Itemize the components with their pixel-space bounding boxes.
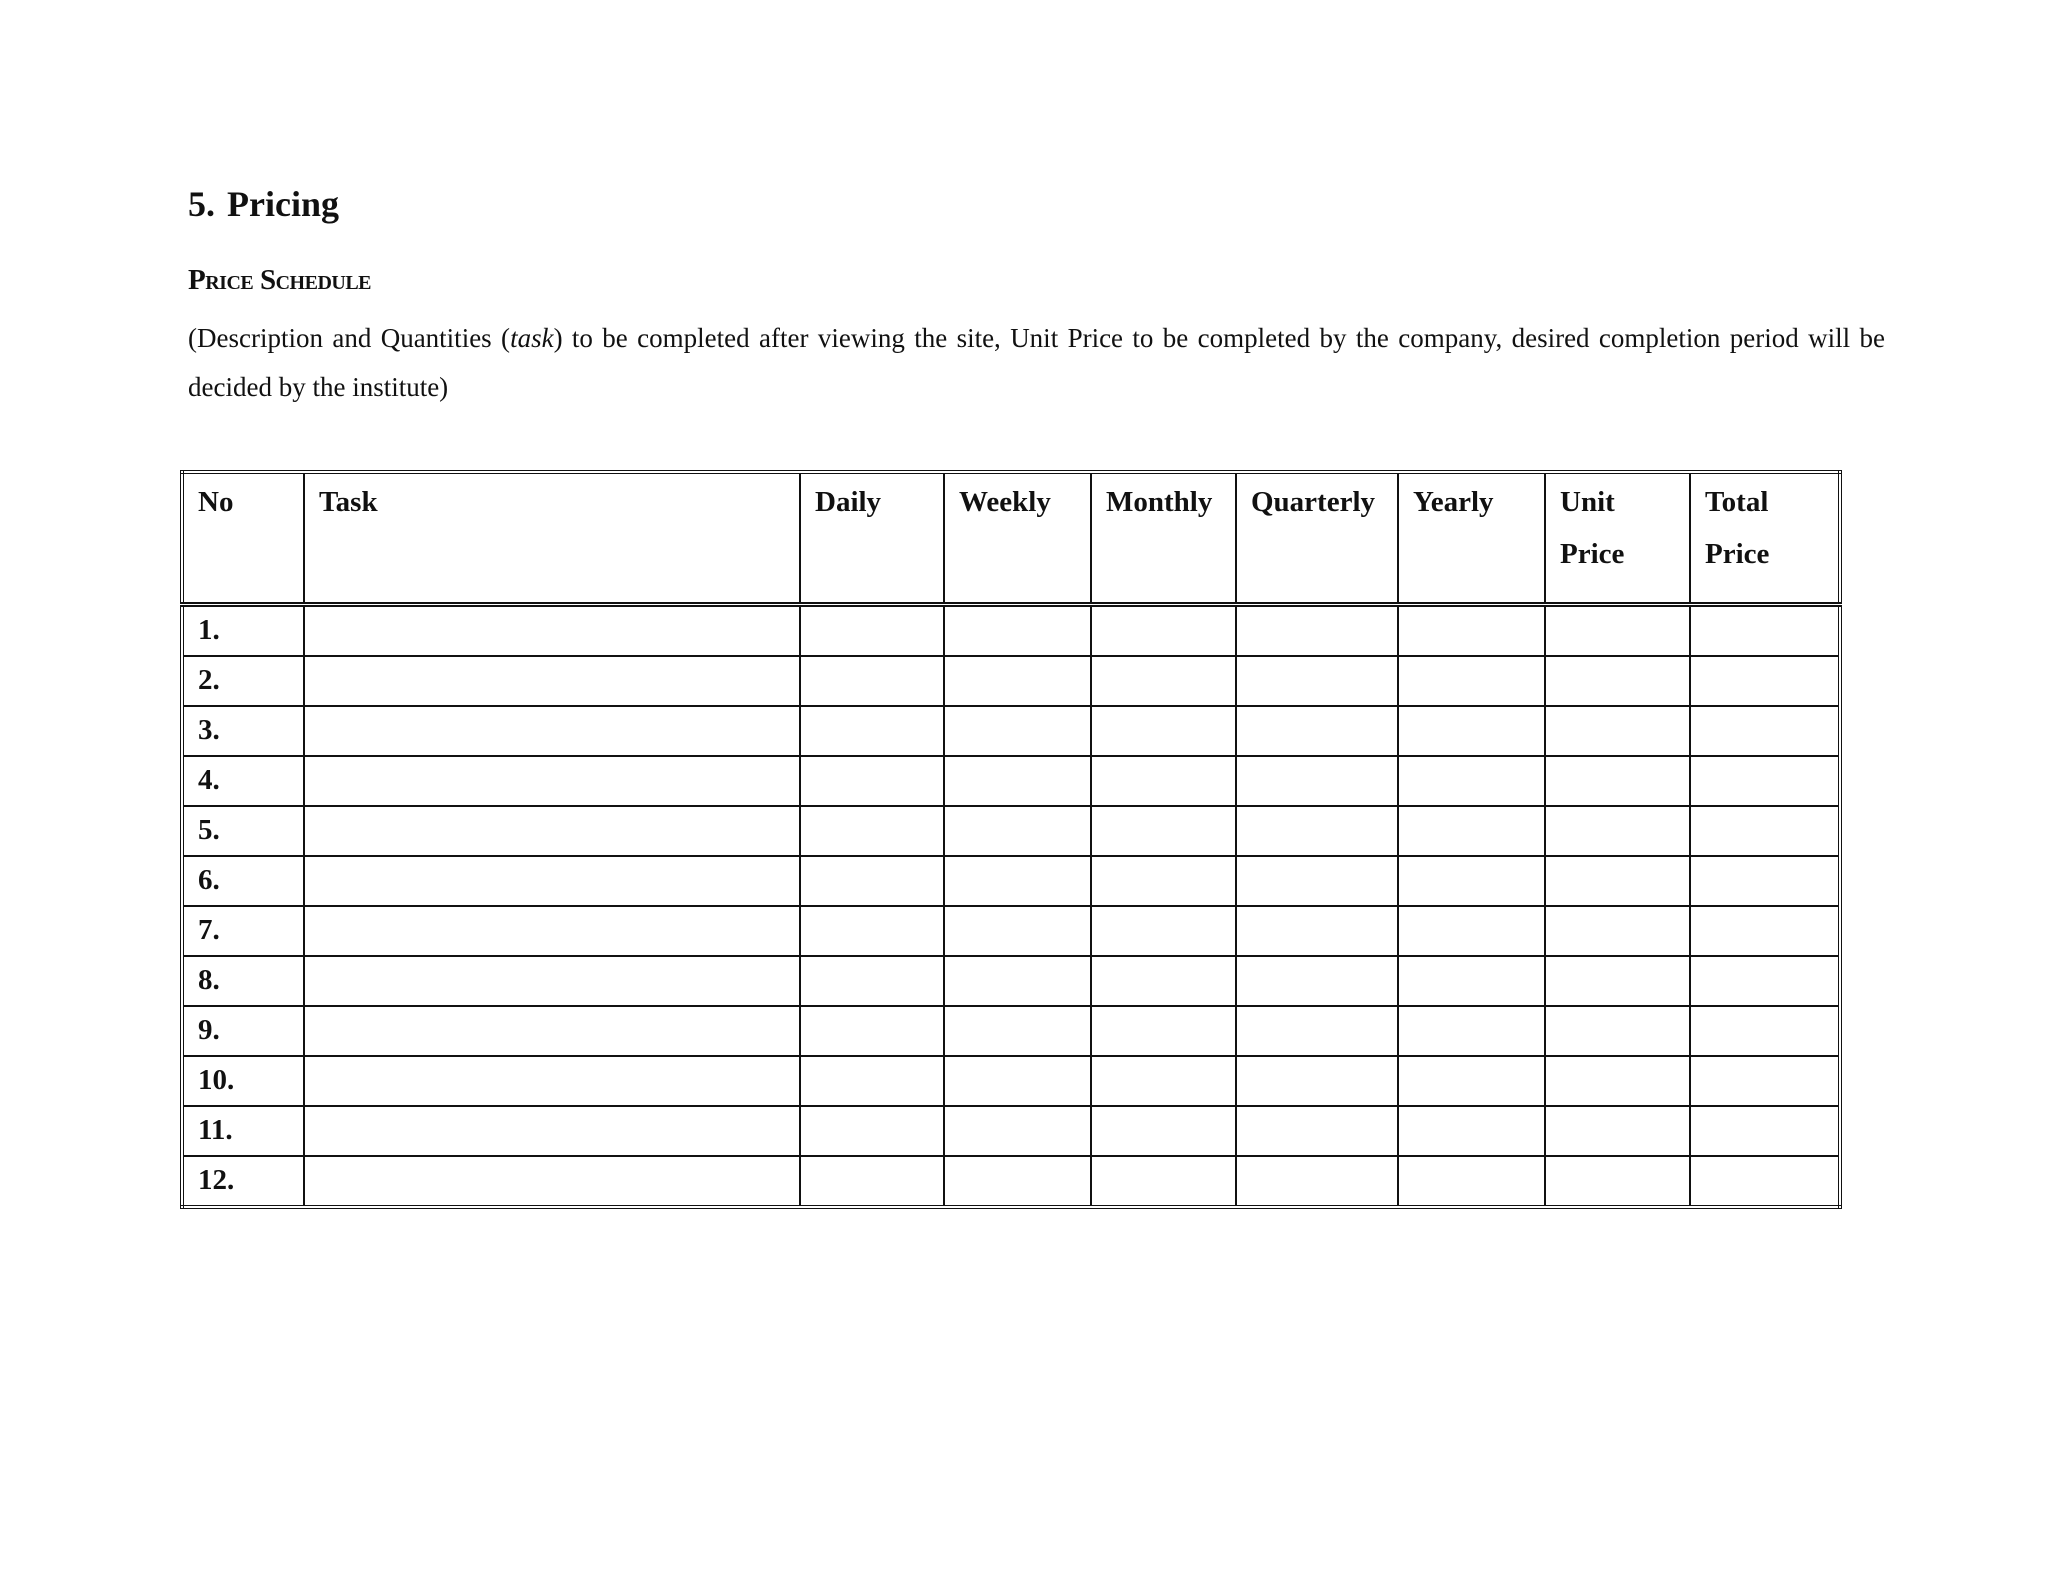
yearly-cell (1398, 1106, 1545, 1156)
yearly-cell (1398, 856, 1545, 906)
row-number-cell: 12. (182, 1156, 304, 1207)
unit-price-cell (1545, 1006, 1690, 1056)
monthly-cell (1091, 656, 1236, 706)
table-row (182, 1106, 1840, 1156)
column-header-task: Task (304, 472, 800, 605)
quarterly-cell (1236, 906, 1398, 956)
total-price-line-1: Total (1705, 486, 1769, 518)
total-price-cell (1690, 605, 1840, 657)
unit-price-cell (1545, 806, 1690, 856)
section-title: Pricing (227, 184, 339, 224)
task-cell (304, 1056, 800, 1106)
section-number: 5. (188, 184, 215, 224)
table-row (182, 756, 1840, 806)
daily-cell (800, 656, 944, 706)
total-price-cell (1690, 906, 1840, 956)
price-schedule-table (180, 470, 1842, 1209)
weekly-cell (944, 906, 1091, 956)
daily-cell (800, 906, 944, 956)
row-number-cell: 10. (182, 1056, 304, 1106)
monthly-cell (1091, 856, 1236, 906)
task-cell (304, 756, 800, 806)
table-row (182, 806, 1840, 856)
row-number-cell: 7. (182, 906, 304, 956)
unit-price-cell (1545, 706, 1690, 756)
yearly-cell (1398, 1006, 1545, 1056)
price-schedule-table-wrapper (180, 470, 1838, 1209)
row-number-cell: 6. (182, 856, 304, 906)
task-cell (304, 1156, 800, 1207)
daily-cell (800, 605, 944, 657)
row-number-cell: 1. (182, 605, 304, 657)
column-header-yearly: Yearly (1398, 472, 1545, 605)
total-price-cell (1690, 956, 1840, 1006)
unit-price-cell (1545, 1056, 1690, 1106)
total-price-cell (1690, 856, 1840, 906)
monthly-cell (1091, 706, 1236, 756)
price-schedule-subheading: Price Schedule (188, 264, 372, 296)
table-header (182, 472, 1840, 605)
table-row (182, 605, 1840, 657)
total-price-cell (1690, 706, 1840, 756)
weekly-cell (944, 706, 1091, 756)
description-text-end: ) to be completed after viewing the site, Unit Price to be completed by the company, desired completion period will be decided by the institute) (188, 323, 1886, 402)
yearly-cell (1398, 1056, 1545, 1106)
price-schedule-description (188, 314, 1885, 412)
task-cell (304, 656, 800, 706)
row-number-cell: 4. (182, 756, 304, 806)
quarterly-cell (1236, 1156, 1398, 1207)
table-row (182, 706, 1840, 756)
quarterly-cell (1236, 856, 1398, 906)
column-header-unit-price (1545, 472, 1690, 605)
weekly-cell (944, 806, 1091, 856)
monthly-cell (1091, 756, 1236, 806)
description-text-italic: task (510, 323, 554, 353)
task-cell (304, 706, 800, 756)
yearly-cell (1398, 906, 1545, 956)
total-price-cell (1690, 806, 1840, 856)
yearly-cell (1398, 956, 1545, 1006)
unit-price-cell (1545, 605, 1690, 657)
unit-price-line-2: Price (1560, 538, 1625, 570)
unit-price-cell (1545, 956, 1690, 1006)
task-cell (304, 956, 800, 1006)
yearly-cell (1398, 1156, 1545, 1207)
row-number-cell: 5. (182, 806, 304, 856)
daily-cell (800, 1006, 944, 1056)
daily-cell (800, 806, 944, 856)
row-number-cell: 2. (182, 656, 304, 706)
column-header-no: No (182, 472, 304, 605)
weekly-cell (944, 1056, 1091, 1106)
total-price-cell (1690, 656, 1840, 706)
monthly-cell (1091, 1156, 1236, 1207)
yearly-cell (1398, 806, 1545, 856)
daily-cell (800, 956, 944, 1006)
daily-cell (800, 706, 944, 756)
yearly-cell (1398, 656, 1545, 706)
task-cell (304, 605, 800, 657)
total-price-cell (1690, 1056, 1840, 1106)
weekly-cell (944, 956, 1091, 1006)
quarterly-cell (1236, 1056, 1398, 1106)
total-price-cell (1690, 1006, 1840, 1056)
table-body (182, 605, 1840, 1208)
weekly-cell (944, 756, 1091, 806)
quarterly-cell (1236, 1006, 1398, 1056)
total-price-cell (1690, 756, 1840, 806)
column-header-weekly: Weekly (944, 472, 1091, 605)
unit-price-cell (1545, 1156, 1690, 1207)
weekly-cell (944, 656, 1091, 706)
daily-cell (800, 756, 944, 806)
yearly-cell (1398, 605, 1545, 657)
task-cell (304, 856, 800, 906)
task-cell (304, 1006, 800, 1056)
task-cell (304, 1106, 800, 1156)
table-row (182, 856, 1840, 906)
column-header-total-price (1690, 472, 1840, 605)
unit-price-cell (1545, 906, 1690, 956)
table-row (182, 1056, 1840, 1106)
row-number-cell: 3. (182, 706, 304, 756)
daily-cell (800, 856, 944, 906)
monthly-cell (1091, 806, 1236, 856)
column-header-daily: Daily (800, 472, 944, 605)
unit-price-cell (1545, 756, 1690, 806)
weekly-cell (944, 856, 1091, 906)
row-number-cell: 9. (182, 1006, 304, 1056)
weekly-cell (944, 1156, 1091, 1207)
table-header-row (182, 472, 1840, 605)
column-header-quarterly: Quarterly (1236, 472, 1398, 605)
unit-price-cell (1545, 1106, 1690, 1156)
task-cell (304, 906, 800, 956)
quarterly-cell (1236, 956, 1398, 1006)
yearly-cell (1398, 756, 1545, 806)
monthly-cell (1091, 605, 1236, 657)
daily-cell (800, 1156, 944, 1207)
unit-price-line-1: Unit (1560, 486, 1615, 518)
quarterly-cell (1236, 756, 1398, 806)
description-text-start: (Description and Quantities ( (188, 323, 511, 353)
weekly-cell (944, 605, 1091, 657)
monthly-cell (1091, 1056, 1236, 1106)
weekly-cell (944, 1106, 1091, 1156)
unit-price-cell (1545, 656, 1690, 706)
total-price-line-2: Price (1705, 538, 1770, 570)
table-row (182, 956, 1840, 1006)
monthly-cell (1091, 1106, 1236, 1156)
daily-cell (800, 1106, 944, 1156)
monthly-cell (1091, 956, 1236, 1006)
task-cell (304, 806, 800, 856)
quarterly-cell (1236, 605, 1398, 657)
monthly-cell (1091, 1006, 1236, 1056)
row-number-cell: 8. (182, 956, 304, 1006)
column-header-monthly: Monthly (1091, 472, 1236, 605)
total-price-cell (1690, 1106, 1840, 1156)
quarterly-cell (1236, 706, 1398, 756)
unit-price-cell (1545, 856, 1690, 906)
total-price-cell (1690, 1156, 1840, 1207)
table-row (182, 1006, 1840, 1056)
yearly-cell (1398, 706, 1545, 756)
table-row (182, 656, 1840, 706)
quarterly-cell (1236, 656, 1398, 706)
daily-cell (800, 1056, 944, 1106)
table-row (182, 906, 1840, 956)
section-heading (188, 182, 339, 226)
monthly-cell (1091, 906, 1236, 956)
quarterly-cell (1236, 806, 1398, 856)
weekly-cell (944, 1006, 1091, 1056)
table-row (182, 1156, 1840, 1207)
row-number-cell: 11. (182, 1106, 304, 1156)
quarterly-cell (1236, 1106, 1398, 1156)
